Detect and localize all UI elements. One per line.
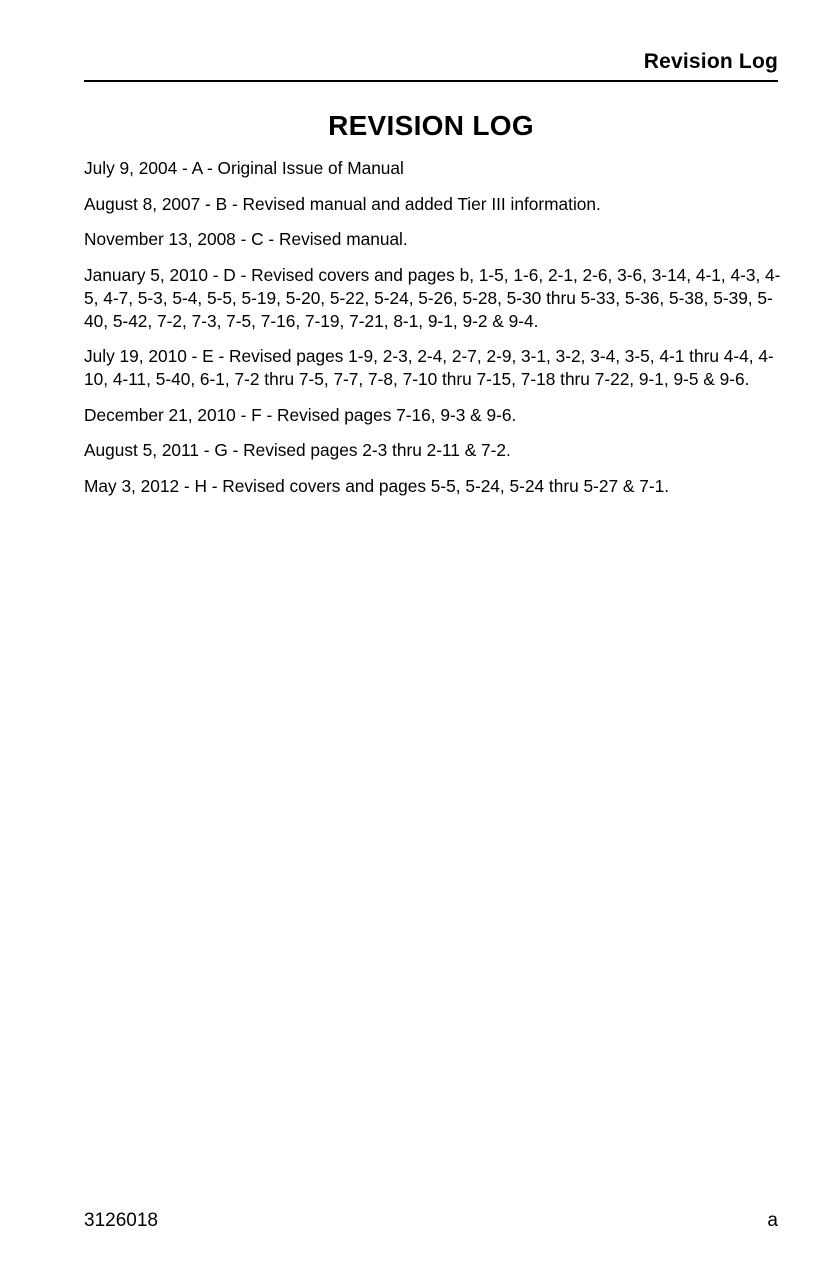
document-number: 3126018 xyxy=(84,1210,158,1231)
revision-entry: August 5, 2011 - G - Revised pages 2-3 thru 2-11 & 7-2. xyxy=(84,440,511,460)
page-number: a xyxy=(767,1210,778,1231)
revision-entry: May 3, 2012 - H - Revised covers and pages 5-5, 5-24, 5-24 thru 5-27 & 7-1. xyxy=(84,475,669,496)
page-title: REVISION LOG xyxy=(328,110,534,141)
revision-entry: July 19, 2010 - E - Revised pages 1-9, 2-3, 2-4, 2-7, 2-9, 3-1, 3-2, 3-4, 3-5, 4-1 thru 4-4, 4-10, 4-11, 5-40, 6-1, 7-2 thru 7-5, 7-7, 7-8, 7-10 thru 7-15, 7-18 thru 7-22, 9-1, 9-5 & 9-6. xyxy=(84,346,774,389)
revision-entry: December 21, 2010 - F - Revised pages 7-16, 9-3 & 9-6. xyxy=(84,404,517,425)
running-header-title: Revision Log xyxy=(643,50,778,73)
revision-entry: January 5, 2010 - D - Revised covers and pages b, 1-5, 1-6, 2-1, 2-6, 3-6, 3-14, 4-1, 4-3, 4-5, 4-7, 5-3, 5-4, 5-5, 5-19, 5-20, 5-22, 5-24, 5-26, 5-28, 5-30 thru 5-33, 5-36, 5-38, 5-39, 5-40, 5-42, 7-2, 7-3, 7-5, 7-16, 7-19, 7-21, 8-1, 9-1, 9-2 & 9-4. xyxy=(84,264,781,331)
revision-entry: August 8, 2007 - B - Revised manual and added Tier III information. xyxy=(84,193,601,214)
revision-entry: November 13, 2008 - C - Revised manual. xyxy=(84,229,408,249)
header-divider xyxy=(84,80,778,82)
revision-entry-list xyxy=(84,157,784,510)
revision-entry: July 9, 2004 - A - Original Issue of Manual xyxy=(84,158,404,178)
